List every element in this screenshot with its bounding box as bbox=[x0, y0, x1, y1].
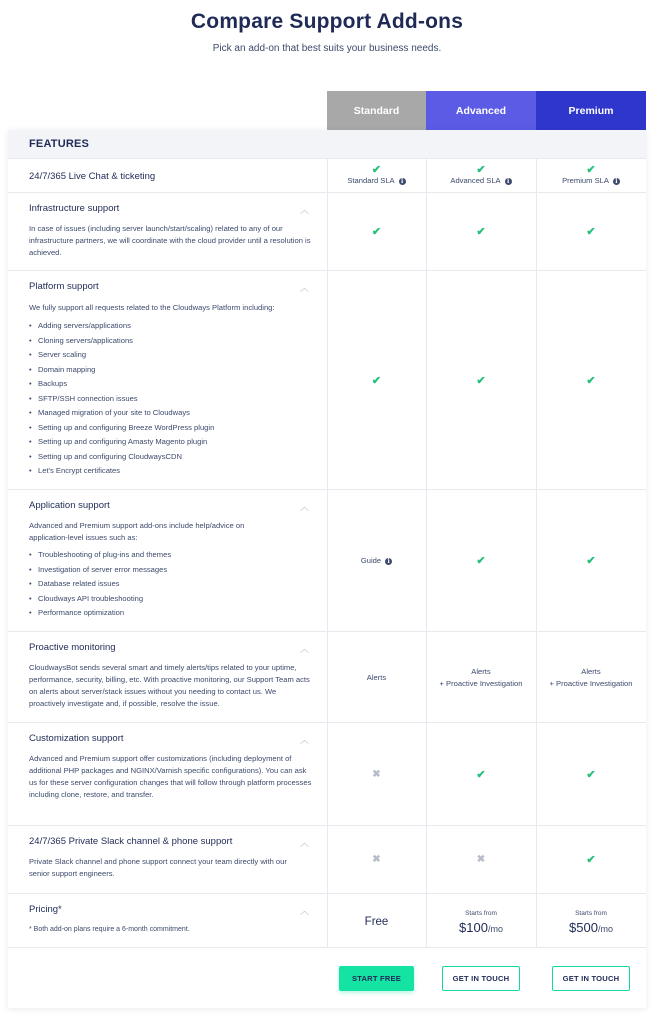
standard-price bbox=[327, 894, 426, 949]
list-item: • Server scaling bbox=[29, 349, 214, 364]
check-icon: ✔ bbox=[476, 555, 486, 567]
premium-cell bbox=[536, 826, 646, 894]
features-header bbox=[8, 130, 646, 158]
list-item: • Backups bbox=[29, 378, 214, 393]
premium-price bbox=[536, 894, 646, 949]
premium-cell bbox=[536, 723, 646, 826]
feature-description: We fully support all requests related to the Cloudways Platform including: bbox=[29, 303, 275, 312]
alerts-label: Alerts bbox=[366, 672, 387, 682]
feature-title[interactable]: 24/7/365 Private Slack channel & phone support bbox=[29, 836, 233, 847]
standard-cell bbox=[327, 826, 426, 894]
list-item: • Let's Encrypt certificates bbox=[29, 465, 214, 480]
price-free: Free bbox=[364, 915, 389, 928]
price-period: /mo bbox=[597, 924, 613, 934]
info-icon[interactable]: i bbox=[385, 558, 392, 565]
page-subtitle: Pick an add-on that best suits your business needs. bbox=[212, 43, 442, 54]
guide-label: Guide bbox=[360, 556, 382, 565]
feature-row-live-chat bbox=[8, 158, 646, 192]
list-item: • Domain mapping bbox=[29, 364, 214, 379]
list-item: • Setting up and configuring Breeze WordPress plugin bbox=[29, 422, 214, 437]
alerts-label: Alerts bbox=[471, 666, 491, 676]
advanced-cell bbox=[426, 490, 536, 632]
price-amount: $100 bbox=[459, 920, 488, 935]
standard-cell bbox=[327, 159, 426, 193]
advanced-cell bbox=[426, 632, 536, 723]
feature-description: Advanced and Premium support add-ons include help/advice on application-level issues such as: bbox=[29, 521, 245, 542]
chevron-up-icon[interactable]: ︿ bbox=[300, 502, 310, 512]
check-icon: ✔ bbox=[371, 374, 382, 387]
price-period: /mo bbox=[487, 924, 503, 934]
check-icon: ✔ bbox=[586, 854, 596, 866]
premium-cell bbox=[536, 193, 646, 271]
list-item: • SFTP/SSH connection issues bbox=[29, 393, 214, 408]
feature-row-infrastructure bbox=[8, 192, 646, 270]
premium-cell bbox=[536, 159, 646, 193]
chevron-up-icon[interactable]: ︿ bbox=[300, 644, 310, 654]
check-icon: ✔ bbox=[476, 164, 486, 176]
proactive-label: + Proactive Investigation bbox=[549, 678, 633, 688]
list-item: • Managed migration of your site to Cloudways bbox=[29, 407, 214, 422]
cross-icon: ✖ bbox=[372, 768, 381, 780]
check-icon: ✔ bbox=[476, 374, 486, 387]
feature-description: In case of issues (including server launch/start/scaling) related to any of our infrastructure partners, we will coordinate with the cloud provider until a resolution is achieved. bbox=[29, 224, 311, 257]
advanced-cell bbox=[426, 271, 536, 490]
sla-label: Standard SLA bbox=[347, 176, 395, 185]
proactive-label: + Proactive Investigation bbox=[439, 678, 523, 688]
check-icon: ✔ bbox=[476, 768, 486, 781]
plan-header-advanced: Advanced bbox=[426, 91, 536, 130]
get-in-touch-advanced-button[interactable]: GET IN TOUCH bbox=[442, 966, 520, 991]
advanced-cell bbox=[426, 193, 536, 271]
check-icon: ✔ bbox=[476, 226, 486, 238]
feature-title[interactable]: Customization support bbox=[29, 733, 124, 744]
info-icon[interactable]: i bbox=[505, 178, 512, 185]
feature-description: CloudwaysBot sends several smart and timely alerts/tips related to your uptime, performance, security, billing, etc. With proactive monitoring, our Support Team acts on alerts about server/stack issues without you needing to contact us. We proactively investigate and, if possible, resolve the issue. bbox=[29, 663, 310, 708]
feature-title[interactable]: Proactive monitoring bbox=[29, 642, 116, 653]
check-icon: ✔ bbox=[586, 768, 596, 781]
check-icon: ✔ bbox=[371, 226, 382, 238]
sla-label: Premium SLA bbox=[562, 176, 609, 185]
list-item: • Cloudways API troubleshooting bbox=[29, 593, 171, 608]
info-icon[interactable]: i bbox=[399, 178, 406, 185]
check-icon: ✔ bbox=[586, 164, 596, 176]
standard-cell bbox=[327, 490, 426, 632]
chevron-up-icon[interactable]: ︿ bbox=[300, 205, 310, 215]
chevron-up-icon[interactable]: ︿ bbox=[300, 906, 310, 916]
standard-cell bbox=[327, 723, 426, 826]
feature-description: Advanced and Premium support offer customizations (including deployment of additional PHP packages and NGINX/Varnish specific configurations). You can ask us for these server configuration changes that will follow through platform processes including clone, restore, and transfer. bbox=[29, 754, 312, 799]
feature-title[interactable]: Infrastructure support bbox=[29, 203, 120, 214]
list-item: • Setting up and configuring CloudwaysCDN bbox=[29, 451, 214, 466]
start-free-button[interactable]: START FREE bbox=[339, 966, 414, 991]
plan-header-premium: Premium bbox=[536, 91, 646, 130]
sla-label: Advanced SLA bbox=[450, 176, 501, 185]
feature-row-platform bbox=[8, 270, 646, 489]
starts-from-label: Starts from bbox=[575, 910, 607, 917]
feature-row-pricing bbox=[8, 893, 646, 948]
advanced-cell bbox=[426, 159, 536, 193]
check-icon: ✔ bbox=[586, 226, 596, 238]
chevron-up-icon[interactable]: ︿ bbox=[300, 838, 310, 848]
price-amount: $500 bbox=[569, 920, 598, 935]
get-in-touch-premium-button[interactable]: GET IN TOUCH bbox=[552, 966, 630, 991]
list-item: • Performance optimization bbox=[29, 607, 171, 622]
feature-row-slack-phone bbox=[8, 825, 646, 893]
standard-cell bbox=[327, 271, 426, 490]
starts-from-label: Starts from bbox=[465, 910, 497, 917]
standard-cell bbox=[327, 632, 426, 723]
list-item: • Investigation of server error messages bbox=[29, 564, 171, 579]
cross-icon: ✖ bbox=[476, 854, 486, 865]
list-item: • Cloning servers/applications bbox=[29, 335, 214, 350]
features-label: FEATURES bbox=[29, 138, 90, 150]
feature-title[interactable]: Application support bbox=[29, 500, 110, 511]
chevron-up-icon[interactable]: ︿ bbox=[300, 283, 310, 293]
check-icon: ✔ bbox=[586, 374, 596, 387]
advanced-cell bbox=[426, 826, 536, 894]
check-icon: ✔ bbox=[586, 555, 596, 567]
feature-row-proactive-monitoring bbox=[8, 631, 646, 722]
advanced-price bbox=[426, 894, 536, 949]
info-icon[interactable]: i bbox=[613, 178, 620, 185]
feature-row-application bbox=[8, 489, 646, 631]
check-icon: ✔ bbox=[371, 164, 382, 176]
list-item: • Troubleshooting of plug-ins and themes bbox=[29, 549, 171, 564]
feature-row-customization bbox=[8, 722, 646, 825]
feature-title: 24/7/365 Live Chat & ticketing bbox=[29, 171, 156, 182]
feature-list bbox=[29, 320, 214, 480]
standard-cell bbox=[327, 193, 426, 271]
list-item: • Setting up and configuring Amasty Magento plugin bbox=[29, 436, 214, 451]
chevron-up-icon[interactable]: ︿ bbox=[300, 735, 310, 745]
feature-title[interactable]: Platform support bbox=[29, 281, 99, 292]
premium-cell bbox=[536, 632, 646, 723]
premium-cell bbox=[536, 490, 646, 632]
alerts-label: Alerts bbox=[581, 666, 601, 676]
premium-cell bbox=[536, 271, 646, 490]
page-title: Compare Support Add-ons bbox=[190, 10, 464, 33]
feature-title[interactable]: Pricing* bbox=[29, 904, 62, 915]
feature-list bbox=[29, 549, 171, 622]
pricing-note: * Both add-on plans require a 6-month commitment. bbox=[29, 926, 190, 933]
feature-description: Private Slack channel and phone support connect your team directly with our senior support engineers. bbox=[29, 857, 287, 878]
plan-header-standard: Standard bbox=[327, 91, 426, 130]
list-item: • Adding servers/applications bbox=[29, 320, 214, 335]
advanced-cell bbox=[426, 723, 536, 826]
list-item: • Database related issues bbox=[29, 578, 171, 593]
cross-icon: ✖ bbox=[372, 854, 381, 865]
